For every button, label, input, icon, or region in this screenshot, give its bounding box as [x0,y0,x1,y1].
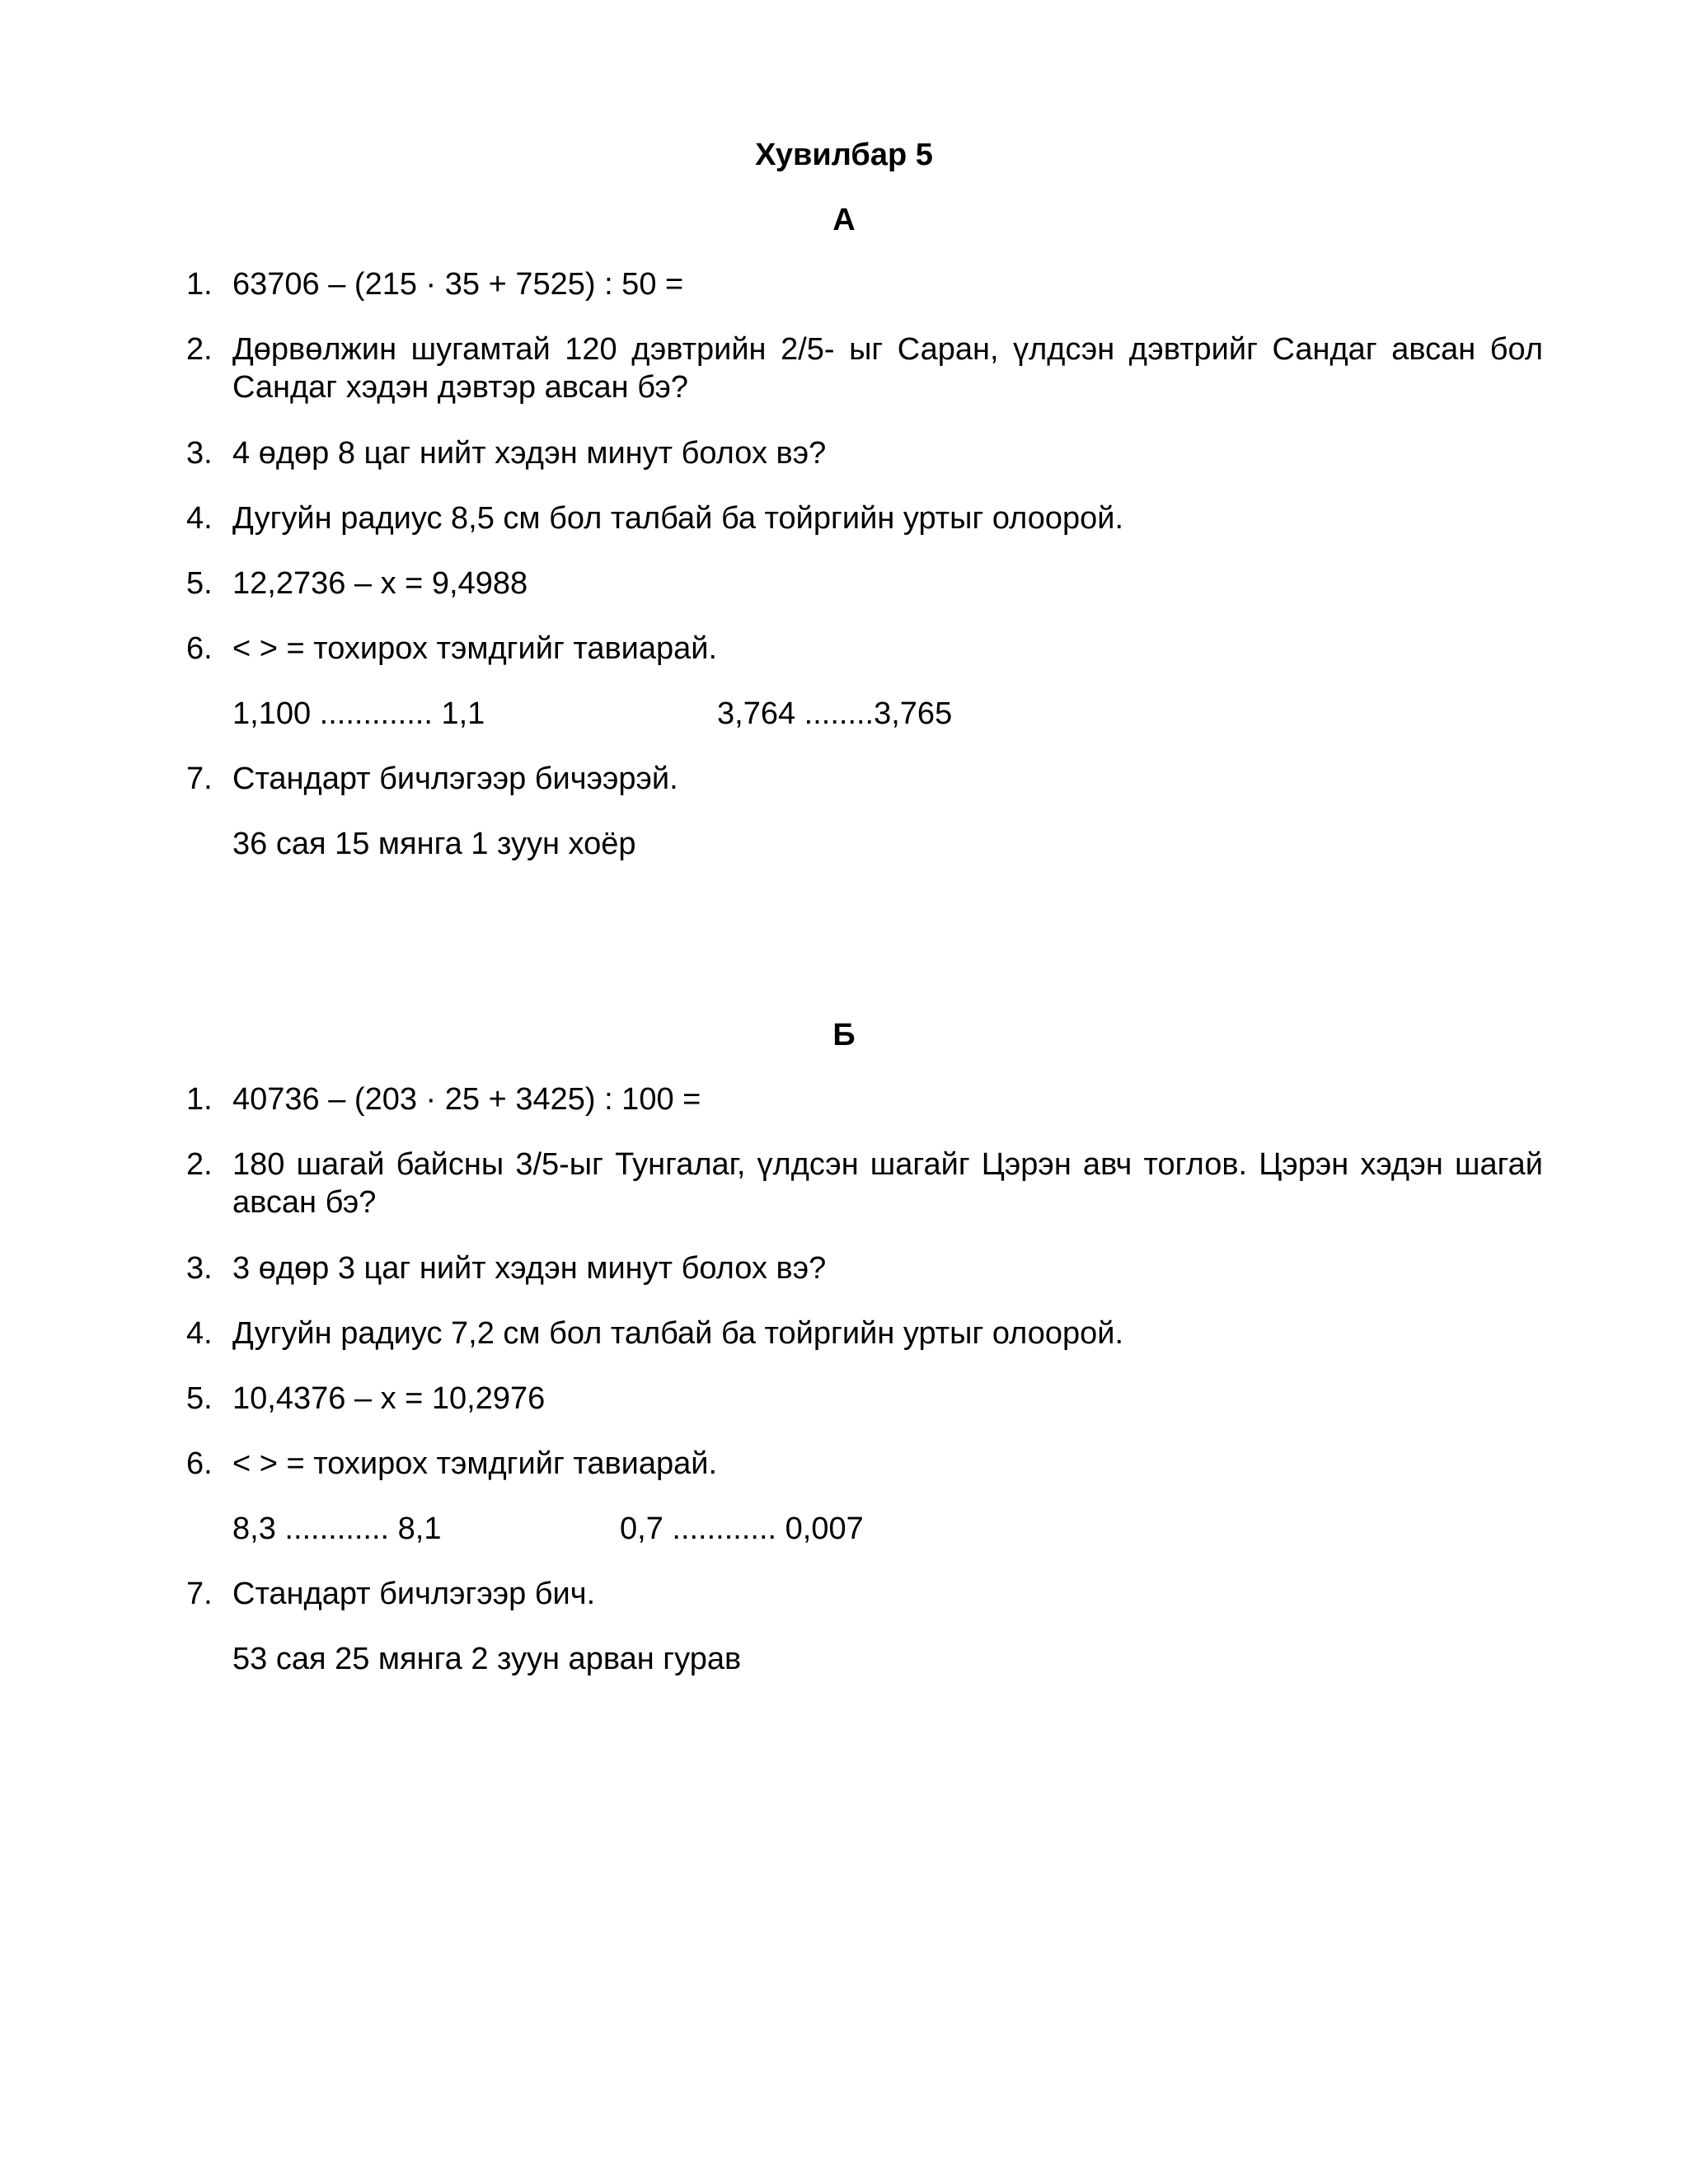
question-text: 10,4376 – x = 10,2976 [232,1381,546,1416]
question-number: 3. [186,436,213,471]
section-a-question-6 [186,630,1543,668]
section-a-question-3 [186,434,1543,472]
question-text: 12,2736 – x = 9,4988 [232,566,528,601]
section-b-question-2 [186,1146,1543,1221]
question-number: 2. [186,1147,213,1182]
section-b-comparison-row [232,1510,1543,1548]
question-number: 5. [186,566,213,601]
question-text: 40736 – (203 · 25 + 3425) : 100 = [232,1082,701,1117]
question-number: 6. [186,631,213,666]
question-text: 4 өдөр 8 цаг нийт хэдэн минут болох вэ? [232,436,827,471]
question-number: 2. [186,332,213,367]
section-a-question-5 [186,565,1543,602]
question-number: 7. [186,1577,213,1611]
section-a-question-4 [186,499,1543,537]
section-a-question-2 [186,330,1543,406]
question-text: Стандарт бичлэгээр бичээрэй. [232,762,678,796]
question-number: 4. [186,1316,213,1351]
question-number: 6. [186,1446,213,1481]
question-text: 63706 – (215 · 35 + 7525) : 50 = [232,267,684,302]
comparison-right: 3,764 ........3,765 [717,696,953,731]
section-a-question-7 [186,760,1543,798]
question-text: Дугуйн радиус 8,5 см бол талбай ба тойргийн уртыг олоорой. [232,501,1124,536]
number-words-text: 36 сая 15 мянга 1 зуун хоёр [232,827,636,861]
section-b-question-6 [186,1445,1543,1483]
question-text: 3 өдөр 3 цаг нийт хэдэн минут болох вэ? [232,1251,827,1286]
question-text: < > = тохирох тэмдгийг тавиарай. [232,1446,718,1481]
question-number: 1. [186,267,213,302]
question-text: < > = тохирох тэмдгийг тавиарай. [232,631,718,666]
number-words-text: 53 сая 25 мянга 2 зуун арван гурав [232,1642,742,1676]
section-a-comparison-row [232,695,1543,733]
question-text: Дугуйн радиус 7,2 см бол талбай ба тойргийн уртыг олоорой. [232,1316,1124,1351]
document-title: Хувилбар 5 [755,138,933,172]
section-a-heading: А [832,203,856,237]
section-a-question-1 [186,265,1543,303]
section-b-heading: Б [832,1018,856,1052]
question-number: 3. [186,1251,213,1286]
question-number: 1. [186,1082,213,1117]
question-number: 5. [186,1381,213,1416]
section-b-question-5 [186,1380,1543,1418]
question-number: 4. [186,501,213,536]
question-text: Стандарт бичлэгээр бич. [232,1577,596,1611]
section-b-number-words [232,1640,1543,1678]
section-b-question-3 [186,1249,1543,1287]
section-b-question-7 [186,1575,1543,1613]
section-a-number-words [232,825,1543,863]
question-text: 180 шагай байсны 3/5-ыг Тунгалаг, үлдсэн шагайг Цэрэн авч тоглов. Цэрэн хэдэн шагай авсан бэ? [232,1147,1543,1220]
section-b-question-1 [186,1080,1543,1118]
comparison-left: 1,100 ............. 1,1 [232,696,485,731]
comparison-left: 8,3 ............ 8,1 [232,1511,442,1546]
comparison-right: 0,7 ............ 0,007 [620,1511,864,1546]
question-number: 7. [186,762,213,796]
section-b-question-4 [186,1315,1543,1352]
question-text: Дөрвөлжин шугамтай 120 дэвтрийн 2/5- ыг Саран, үлдсэн дэвтрийг Сандаг авсан бол Сандаг хэдэн дэвтэр авсан бэ? [232,332,1543,405]
